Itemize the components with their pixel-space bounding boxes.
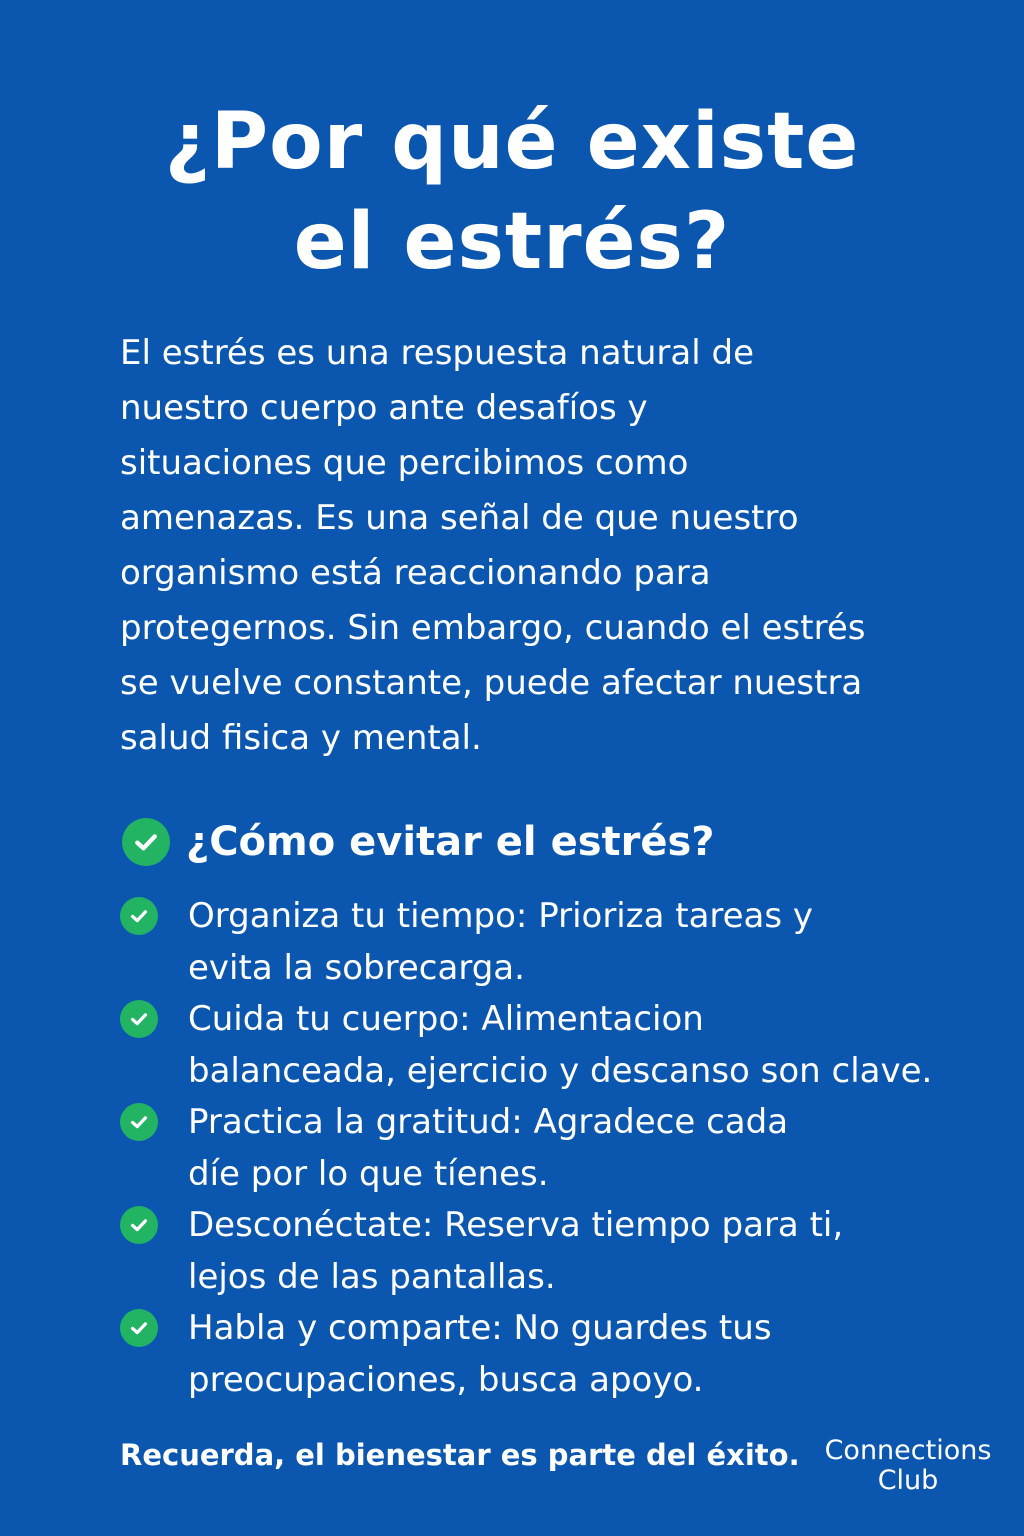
brand-logo bbox=[808, 1436, 1008, 1496]
section-heading bbox=[122, 812, 715, 872]
tip-text: Practica la gratitud: Agradece cada díe por lo que tíenes. bbox=[188, 1102, 789, 1194]
tip-text: Organiza tu tiempo: Prioriza tareas y evita la sobrecarga. bbox=[188, 896, 814, 988]
tips-list bbox=[120, 890, 1000, 1405]
brand-line-1: Connections bbox=[824, 1435, 992, 1466]
footer-message: Recuerda, el bienestar es parte del éxito. bbox=[120, 1438, 800, 1472]
tip-item bbox=[120, 1199, 1000, 1302]
tip-item bbox=[120, 1096, 1000, 1199]
tip-item bbox=[120, 993, 1000, 1096]
tip-text: Cuida tu cuerpo: Alimentacion balanceada, ejercicio y descanso son clave. bbox=[188, 999, 933, 1091]
check-circle-icon bbox=[120, 897, 158, 935]
title-line-2: el estrés? bbox=[293, 197, 731, 287]
check-circle-icon bbox=[120, 1000, 158, 1038]
check-circle-icon bbox=[120, 1103, 158, 1141]
intro-paragraph: El estrés es una respuesta natural de nuestro cuerpo ante desafíos y situaciones que percibimos como amenazas. Es una señal de que nuestro organismo está reaccionando para protegernos. Sin embargo, cuando el estrés se vuelve constante, puede afectar nuestra salud fisica y mental. bbox=[120, 333, 866, 758]
tip-item bbox=[120, 1302, 1000, 1405]
title-line-1: ¿Por qué existe bbox=[164, 97, 860, 187]
page-title bbox=[0, 92, 1024, 292]
check-circle-icon bbox=[120, 1206, 158, 1244]
tip-text: Desconéctate: Reserva tiempo para ti, lejos de las pantallas. bbox=[188, 1205, 844, 1297]
check-circle-icon bbox=[120, 1309, 158, 1347]
check-circle-icon bbox=[122, 818, 170, 866]
brand-line-2: Club bbox=[877, 1465, 939, 1496]
tip-text: Habla y comparte: No guardes tus preocupaciones, busca apoyo. bbox=[188, 1308, 772, 1400]
tip-item bbox=[120, 890, 1000, 993]
section-title: ¿Cómo evitar el estrés? bbox=[186, 819, 715, 865]
